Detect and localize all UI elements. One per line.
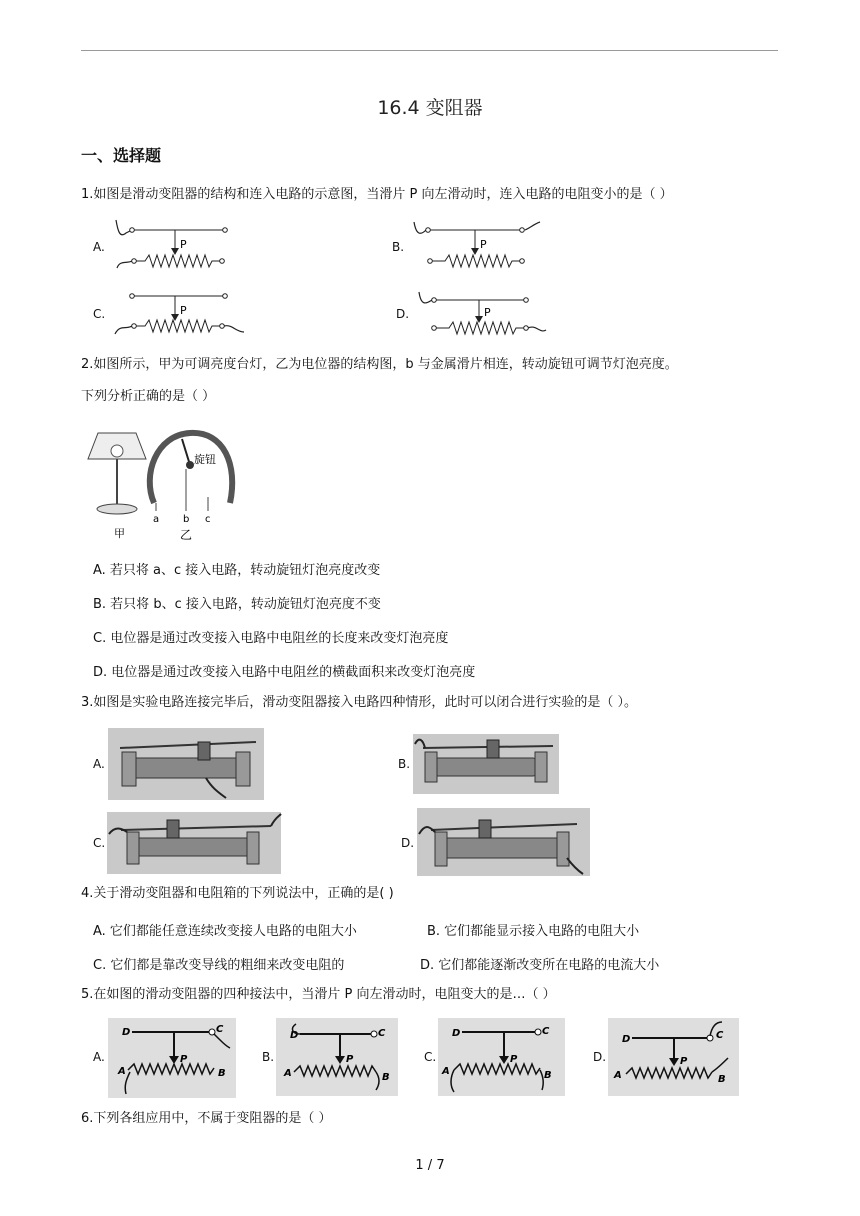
svg-text:P: P	[180, 238, 187, 251]
page-number: 1 / 7	[415, 1158, 445, 1173]
q3-option-d-label: D.	[401, 836, 415, 850]
q5-option-b-diagram	[276, 1018, 398, 1096]
svg-text:P: P	[180, 304, 187, 317]
svg-text:C: C	[378, 1028, 386, 1039]
svg-text:P: P	[510, 1054, 518, 1065]
page-title: 16.4 变阻器	[377, 97, 483, 119]
q3-option-c-photo	[107, 812, 281, 874]
svg-text:D: D	[622, 1034, 631, 1045]
q5-option-d-label: D.	[593, 1050, 607, 1064]
svg-text:B: B	[218, 1068, 226, 1079]
question-4-text: 4.关于滑动变阻器和电阻箱的下列说法中，正确的是( )	[81, 886, 394, 901]
question-1-text: 1.如图是滑动变阻器的结构和连入电路的示意图，当滑片 P 向左滑动时，连入电路的电阻变小的是（ ）	[81, 187, 673, 202]
q3-option-b-label: B.	[398, 757, 411, 771]
q3-option-a-label: A.	[93, 757, 105, 771]
svg-text:D: D	[122, 1027, 131, 1038]
q5-option-c-diagram	[438, 1018, 565, 1096]
q5-option-d-diagram	[608, 1018, 739, 1096]
svg-text:D: D	[452, 1028, 461, 1039]
svg-text:b: b	[183, 514, 190, 525]
lamp-potentiometer-figure	[86, 425, 246, 545]
q4-option-b: B. 它们都能显示接入电路的电阻大小	[427, 924, 640, 939]
svg-text:C: C	[542, 1026, 550, 1037]
svg-text:c: c	[205, 514, 211, 525]
svg-text:D: D	[290, 1030, 299, 1041]
svg-text:乙: 乙	[180, 528, 193, 542]
q4-option-a: A. 它们都能任意连续改变接人电路的电阻大小	[93, 924, 357, 939]
q4-option-c: C. 它们都是靠改变导线的粗细来改变电阻的	[93, 958, 345, 973]
svg-text:A: A	[118, 1066, 126, 1077]
q2-option-c: C. 电位器是通过改变接入电路中电阻丝的长度来改变灯泡亮度	[93, 631, 449, 646]
svg-text:P: P	[480, 238, 487, 251]
q5-option-a-label: A.	[93, 1050, 105, 1064]
q1-option-c-diagram	[112, 286, 252, 341]
svg-text:P: P	[346, 1054, 354, 1065]
q1-option-d-label: D.	[396, 307, 410, 321]
question-5-text: 5.在如图的滑动变阻器的四种接法中，当滑片 P 向左滑动时，电阻变大的是…（ ）	[81, 987, 556, 1002]
svg-text:A: A	[284, 1068, 292, 1079]
knob-label: 旋钮	[194, 453, 216, 466]
question-6-text: 6.下列各组应用中，不属于变阻器的是（ ）	[81, 1111, 332, 1126]
svg-text:B: B	[382, 1072, 390, 1083]
section-heading: 一、选择题	[81, 146, 162, 165]
question-3-text: 3.如图是实验电路连接完毕后，滑动变阻器接入电路四种情形，此时可以闭合进行实验的是（ ）。	[81, 695, 638, 710]
svg-text:P: P	[180, 1054, 188, 1065]
q2-option-a: A. 若只将 a、c 接入电路，转动旋钮灯泡亮度改变	[93, 563, 381, 578]
svg-text:甲: 甲	[114, 527, 125, 540]
q5-option-c-label: C.	[424, 1050, 437, 1064]
q4-option-d: D. 它们都能逐渐改变所在电路的电流大小	[420, 958, 660, 973]
q2-option-b: B. 若只将 b、c 接入电路，转动旋钮灯泡亮度不变	[93, 597, 381, 612]
svg-text:A: A	[614, 1070, 622, 1081]
header-rule	[81, 50, 778, 51]
q3-option-b-photo	[413, 734, 559, 794]
q1-option-d-diagram	[416, 284, 556, 342]
q3-option-d-photo	[417, 808, 590, 876]
svg-text:C: C	[216, 1024, 224, 1035]
svg-text:B: B	[544, 1070, 552, 1081]
svg-text:C: C	[716, 1030, 724, 1041]
svg-text:P: P	[484, 306, 491, 319]
svg-text:B: B	[718, 1074, 726, 1085]
question-2-line-2: 下列分析正确的是（ ）	[81, 389, 216, 404]
q3-option-c-label: C.	[93, 836, 106, 850]
q1-option-c-label: C.	[93, 307, 106, 321]
svg-text:A: A	[442, 1066, 450, 1077]
q5-option-a-diagram	[108, 1018, 236, 1098]
question-2-line-1: 2.如图所示，甲为可调亮度台灯，乙为电位器的结构图，b 与金属滑片相连，转动旋钮可调节灯泡亮度。	[81, 357, 678, 372]
svg-text:a: a	[153, 514, 160, 525]
q5-option-b-label: B.	[262, 1050, 275, 1064]
q1-option-b-diagram	[412, 218, 552, 273]
q2-option-d: D. 电位器是通过改变接入电路中电阻丝的横截面积来改变灯泡亮度	[93, 665, 476, 680]
svg-text:P: P	[680, 1056, 688, 1067]
q1-option-a-diagram	[112, 218, 252, 273]
q1-option-b-label: B.	[392, 240, 405, 254]
q1-option-a-label: A.	[93, 240, 105, 254]
q3-option-a-photo	[108, 728, 264, 800]
